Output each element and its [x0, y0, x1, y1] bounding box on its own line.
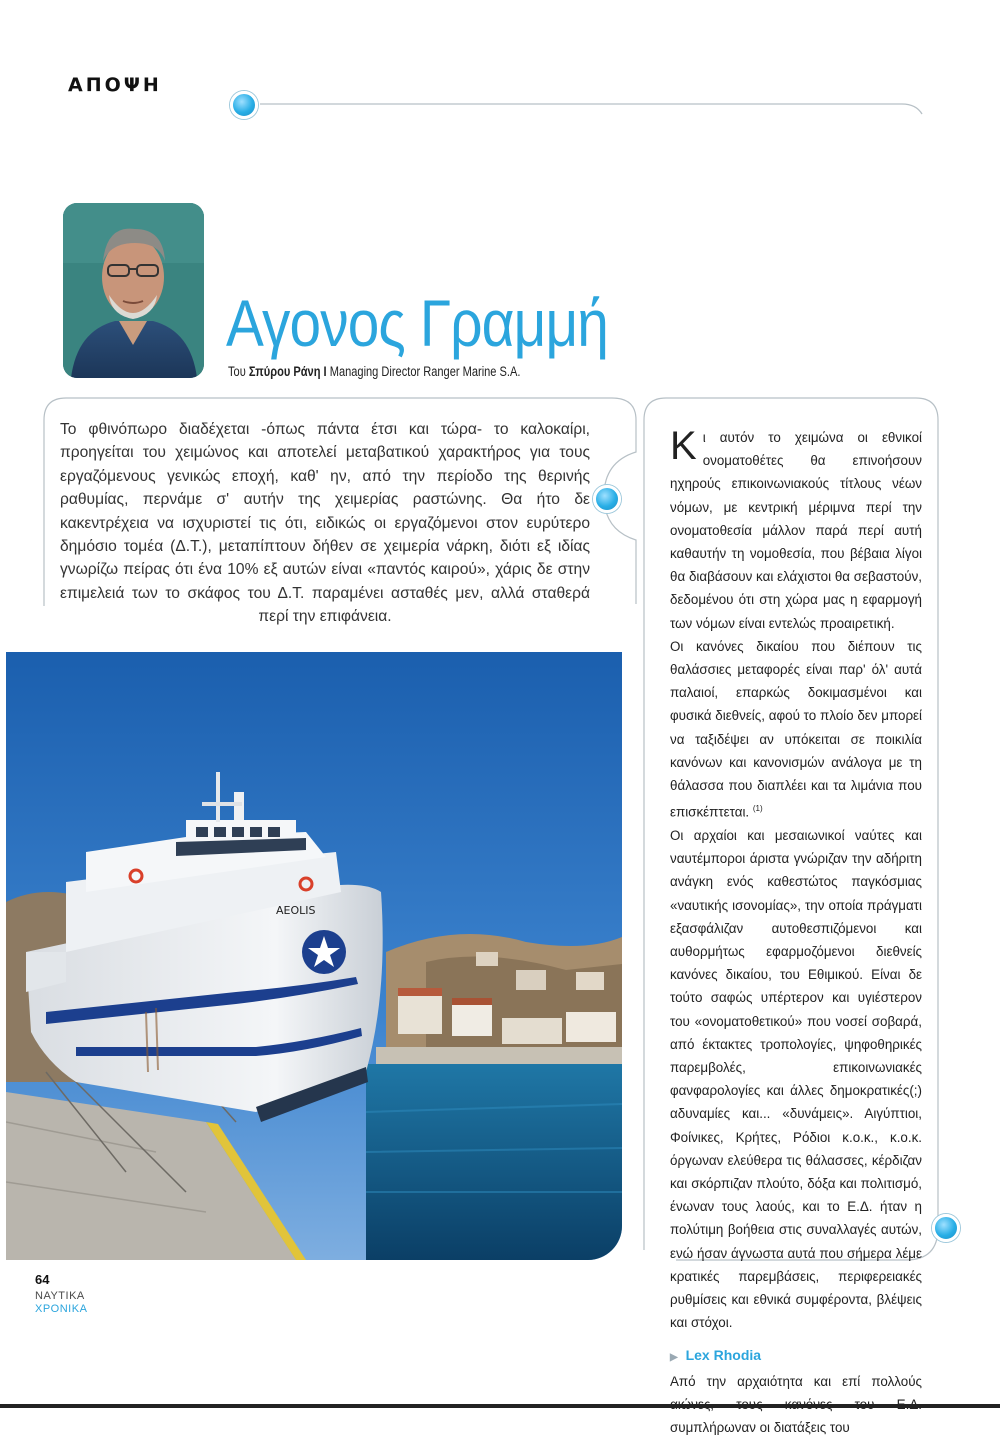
- subheading: [670, 1344, 922, 1369]
- right-column: [670, 426, 922, 1439]
- author-name: Σπύρου Ράνη: [248, 364, 321, 379]
- subheading-text: Lex Rhodia: [685, 1347, 762, 1364]
- paragraph-4: Από την αρχαιότητα και επί πολλούς συμπλήρωναν οι διατάξεις του: [670, 1373, 922, 1435]
- paragraph-1: ι αυτόν το χειμώνα οι εθνικοί ονοματοθέτες θα επινοήσουν ηχηρούς επικοινωνιακούς τίτλους νέων νόμων, με κεντρική μέριμνα περί την ονοματοθεσία μάλλον παρά περί αυτή καθαυτήν τη νομοθεσία, που βέβαια λίγοι θα διαβάσουν και ελάχιστοι θα σεβαστούν, δεδομένου ότι στη χώρα μας η εφαρμογή των νόμων είναι εντελώς προαιρετική.: [670, 430, 922, 631]
- magazine-name-line1: ΝΑΥΤΙΚΑ: [35, 1290, 85, 1302]
- paragraph-3: Οι αρχαίοι και μεσαιωνικοί ναύτες και ναυτέμποροι άριστα γνώριζαν την αδήριτη ανάγκη ενός καθεστώτος παγκόσμιας «ναυτικής ισονομίας», την οποία πράγματι εξασφάλιζαν αυτοθεσπιζόμενοι και αυθορμήτως εφαρμοζόμενοι διεθνείς κανόνες δικαίου, του Εθιμικού. Είναι δε τούτο σαφώς υπέρτερον και υγιέστερον του «ονοματοθετικού» που νοσεί σοβαρά, από έκτακτες τροπολογίες, ψηφοθηρικές παρεμβολές, επικοινωνιακές φανφαρολογίες και άλλες δημοκρατικές(;) αδυναμίες και... «δυνάμεις». Αιγύπτιοι, Φοίνικες, Κρήτες, Ρόδιοι κ.ο.κ., κ.ο.κ. όργωναν ελεύθερα τις θάλασσες, κέρδιζαν και σκόρπιζαν πλούτο, δόξα και πολιτισμό, ένωναν τους λαούς, και το Ε.Δ. ήταν η πολύτιμη βοήθεια στις συναλλαγές αυτών, ενώ ήσαν άγνωστα αυτά που σήμερα λέμε κρατικές παρεμβάσεις, περιφερειακές ρυθμίσεις και εθνικά συμφέροντα, βλέψεις και στόχοι.: [670, 827, 922, 1331]
- paragraph-2: Οι κανόνες δικαίου που διέπουν τις θαλάσσιες μεταφορές είναι παρ' όλ' αυτά παλαιοί, επαρκώς δοκιμασμένοι και φυσικά διεθνείς, αφού το πλοίο δεν μπορεί να ταξιδέψει αν υπόκειται σε ποικιλία κανόνων και κανονισμών ανάλογα με τη θάλασσα που διαπλέει και τα λιμάνια που επισκέπτεται.: [670, 638, 922, 820]
- author-role: Managing Director Ranger Marine S.A.: [329, 364, 521, 379]
- byline-prefix: Του: [228, 364, 246, 379]
- triangle-bullet-icon: ▶: [670, 1352, 678, 1364]
- bottom-rule: [0, 1404, 1000, 1408]
- byline-separator: I: [323, 364, 327, 379]
- blue-dot-icon: [593, 485, 621, 513]
- section-label: ΑΠΟΨΗ: [68, 74, 162, 96]
- magazine-name-line2: ΧΡΟΝΙΚΑ: [35, 1303, 88, 1315]
- ship-name: ΑΕΟLIS: [276, 904, 316, 917]
- intro-paragraph: Το φθινόπωρο διαδέχεται -όπως πάντα έτσι και τώρα- το καλοκαίρι, προηγείται του χειμώνος και αποτελεί μεταβατικού χαρακτήρος για τους εργαζόμενους γενικώς εποχή, καθ' ην, από την περίοδο της θερινής ραθυμίας, περνάμε σ' αυτήν της χειμερίας ραστώνης. Θα ήτο δε κακεντρέχεια να ισχυριστεί τις ότι, ειδικώς οι εργαζόμενοι στον ευρύτερο δημόσιο τομέα (Δ.Τ.), μεταπίπτουν δήθεν σε χειμερία νάρκη, διότι εξ ιδίας γνωρίζω πείρας ότι ένα 10% εξ αυτών είναι «παντός καιρού», χάρις δε στην επιμελειά των το σκάφος του Δ.Τ. παραμένει ασταθές μεν, αλλά σταθερά περί την επιφάνεια.: [60, 421, 590, 626]
- blue-dot-icon: [932, 1214, 960, 1242]
- article-title: Αγονος Γραμμή: [226, 286, 609, 360]
- footnote-mark: (1): [752, 804, 763, 814]
- ship-photo: [6, 652, 622, 1260]
- drop-cap: Κ: [670, 424, 697, 468]
- page-number: 64: [35, 1272, 50, 1287]
